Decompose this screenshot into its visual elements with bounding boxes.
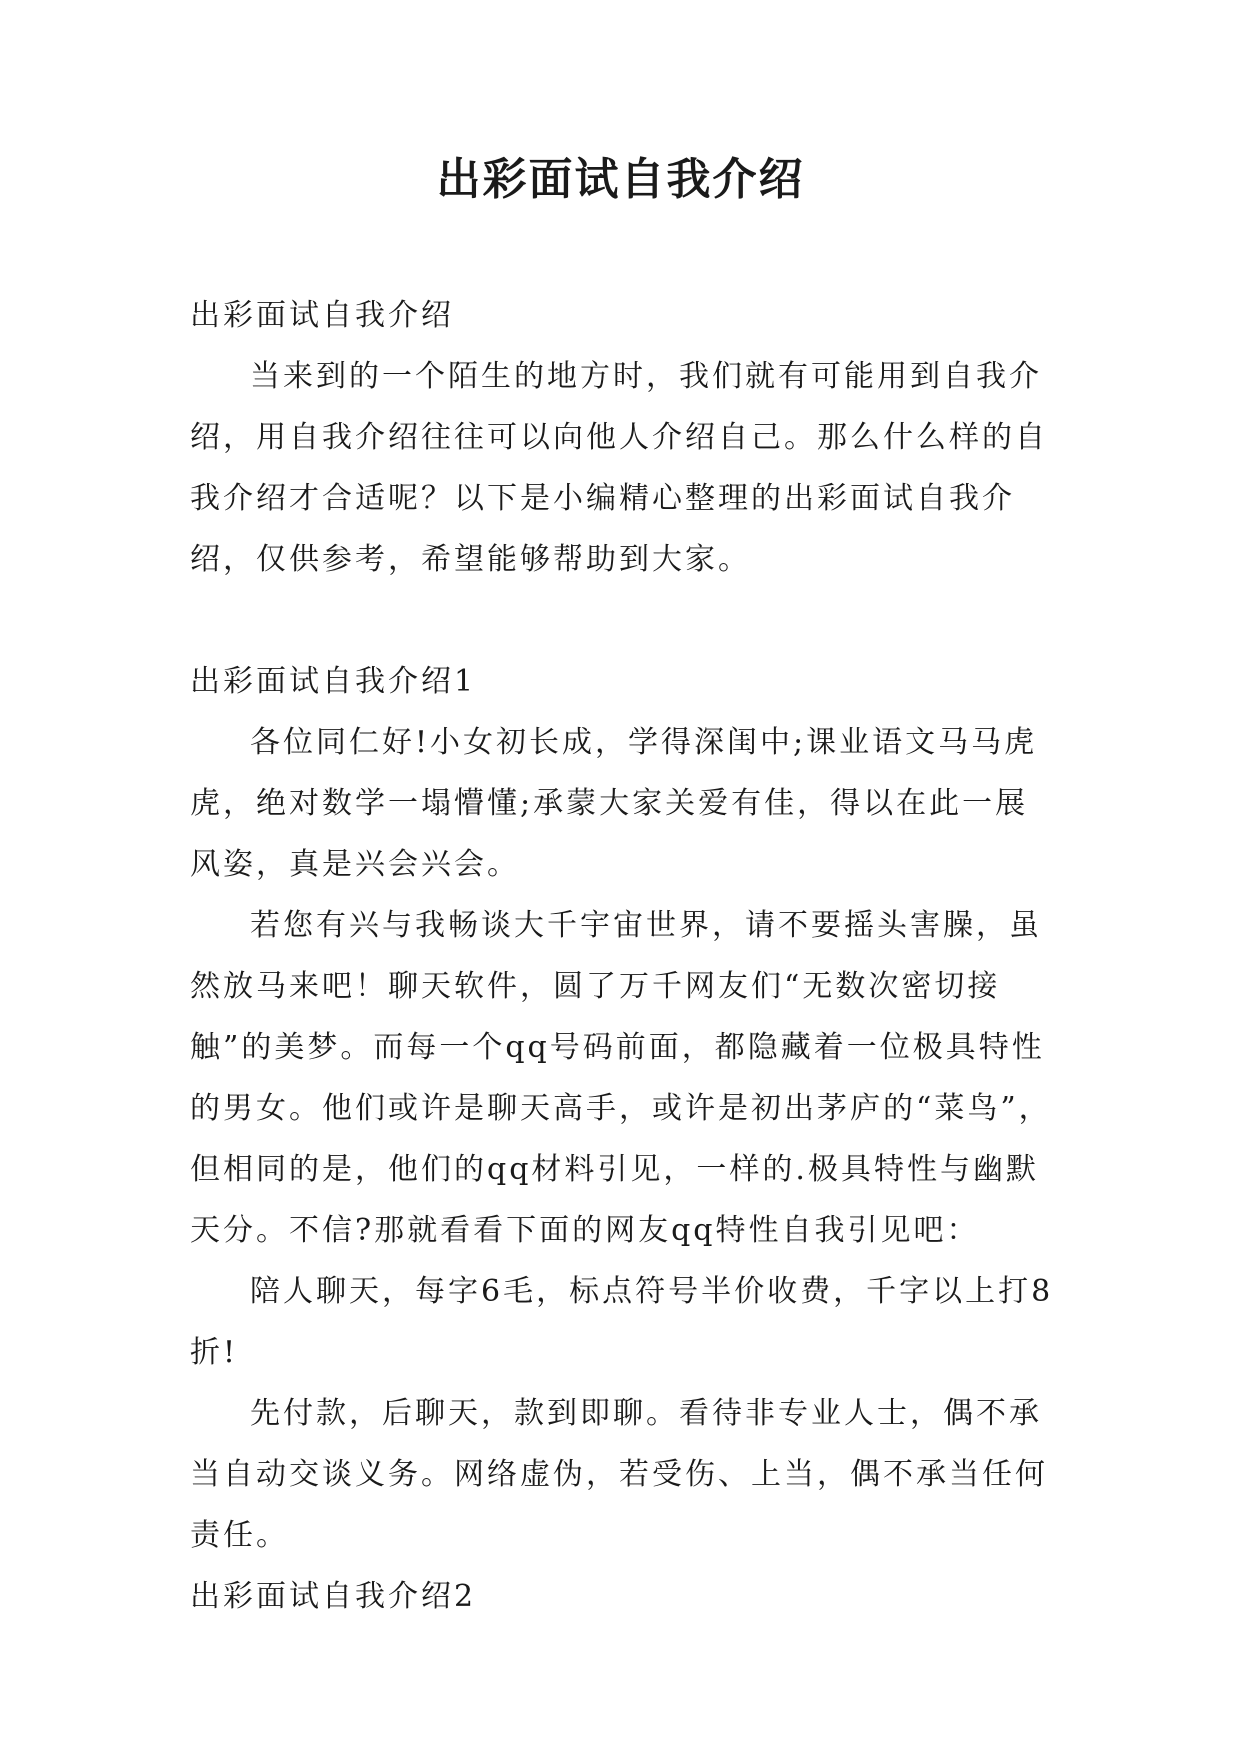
intro-paragraph: 当来到的一个陌生的地方时，我们就有可能用到自我介绍，用自我介绍往往可以向他人介绍自己。那么什么样的自我介绍才合适呢？以下是小编精心整理的出彩面试自我介绍，仅供参考，希望能够帮助到大家。	[190, 359, 1048, 577]
body-paragraph: 各位同仁好!小女初长成，学得深闺中;课业语文马马虎虎，绝对数学一塌懵懂;承蒙大家关爱有佳，得以在此一展风姿，真是兴会兴会。	[190, 725, 1038, 882]
document-title: 出彩面试自我介绍	[436, 154, 805, 205]
section-heading-1: 出彩面试自我介绍1	[190, 664, 477, 699]
document-body	[190, 285, 1060, 1627]
section-heading-2: 出彩面试自我介绍2	[190, 1579, 477, 1614]
body-paragraph: 陪人聊天，每字6毛，标点符号半价收费，千字以上打8折!	[190, 1274, 1054, 1370]
body-paragraph: 先付款，后聊天，款到即聊。看待非专业人士，偶不承当自动交谈义务。网络虚伪，若受伤、上当，偶不承当任何责任。	[190, 1396, 1048, 1553]
spacer	[190, 590, 1060, 651]
body-paragraph: 若您有兴与我畅谈大千宇宙世界，请不要摇头害臊，虽然放马来吧！聊天软件，圆了万千网友们“无数次密切接触”的美梦。而每一个qq号码前面，都隐藏着一位极具特性的男女。他们或许是聊天高手，或许是初出茅庐的“菜鸟”，但相同的是，他们的qq材料引见，一样的.极具特性与幽默天分。不信?那就看看下面的网友qq特性自我引见吧：	[190, 908, 1052, 1248]
section-heading: 出彩面试自我介绍	[190, 298, 454, 333]
